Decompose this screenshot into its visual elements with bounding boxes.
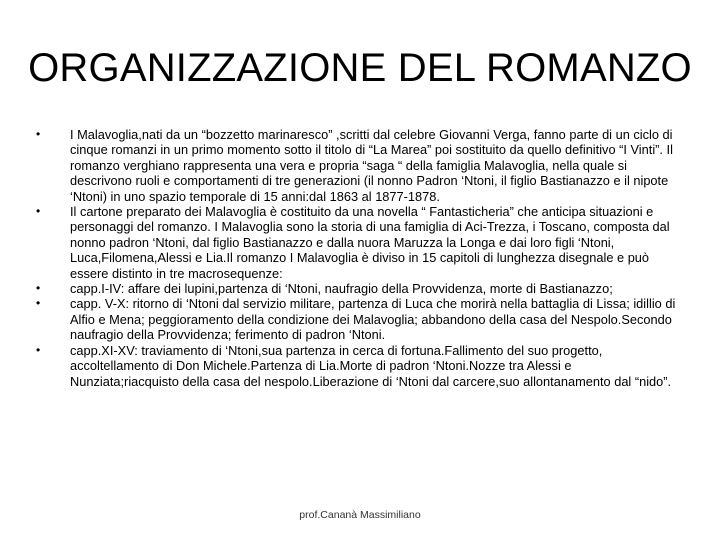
bullet-dot-icon: • <box>36 127 41 141</box>
bullet-text: I Malavoglia,nati da un “bozzetto marinaresco” ,scritti dal celebre Giovanni Verga, fanno parte di un ciclo di cinque romanzi in un primo momento sotto il titolo di “La Marea” poi sostituito da quello definitivo “I Vinti”. Il romanzo verghiano rappresenta una vera e propria “saga “ della famiglia Malavoglia, nella quale si descrivono ruoli e comportamenti di tre generazioni (il nonno Padron ‘Ntoni, il figlio Bastianazzo e il nipote ‘Ntoni) in uno spazio temporale di 15 anni:dal 1863 al 1877-1878. <box>70 127 673 204</box>
bullet-item-capp-11-15 <box>36 343 678 389</box>
bullet-text: capp.XI-XV: traviamento di ‘Ntoni,sua partenza in cerca di fortuna.Fallimento del suo progetto, accoltellamento di Don Michele.Partenza di Lia.Morte di padron ‘Ntoni.Nozze tra Alessi e Nunziata;riacquisto della casa del nespolo.Liberazione di ‘Ntoni dal carcere,suo allontanamento dal “nido”. <box>70 342 672 389</box>
bullet-dot-icon: • <box>36 296 41 311</box>
bullet-item-capp-1-4 <box>36 281 678 296</box>
bullet-dot-icon: • <box>36 281 41 296</box>
bullet-text: Il cartone preparato dei Malavoglia è costituito da una novella “ Fantasticheria” che anticipa situazioni e personaggi del romanzo. I Malavoglia sono la storia di una famiglia di Aci-Trezza, i Toscano, composta dal nonno padron ‘Ntoni, dal figlio Bastianazzo e dalla nuora Maruzza la Longa e dai loro figli ‘Ntoni, Luca,Filomena,Alessi e Lia.Il romanzo I Malavoglia è diviso in 15 capitoli di lunghezza disegnale e può essere distinto in tre macrosequenze: <box>70 204 670 281</box>
footer-author: prof.Cananà Massimiliano <box>299 509 421 521</box>
bullet-dot-icon: • <box>36 204 41 219</box>
bullet-text: capp.I-IV: affare dei lupini,partenza di ‘Ntoni, naufragio della Provvidenza, morte di Bastianazzo; <box>70 281 613 297</box>
bullet-item-cartone <box>36 204 678 281</box>
slide-title: ORGANIZZAZIONE DEL ROMANZO <box>28 46 692 90</box>
bullet-item-capp-5-10 <box>36 296 678 342</box>
bullet-item-intro <box>36 127 678 204</box>
bullet-text: capp. V-X: ritorno di ‘Ntoni dal servizio militare, partenza di Luca che morirà nella battaglia di Lissa; idillio di Alfio e Mena; peggioramento della condizione dei Malavoglia; abbandono della casa del Nespolo.Secondo naufragio della Provvidenza; ferimento di padron ‘Ntoni. <box>70 296 676 343</box>
bullet-dot-icon: • <box>36 342 41 357</box>
bullet-list <box>36 127 678 389</box>
